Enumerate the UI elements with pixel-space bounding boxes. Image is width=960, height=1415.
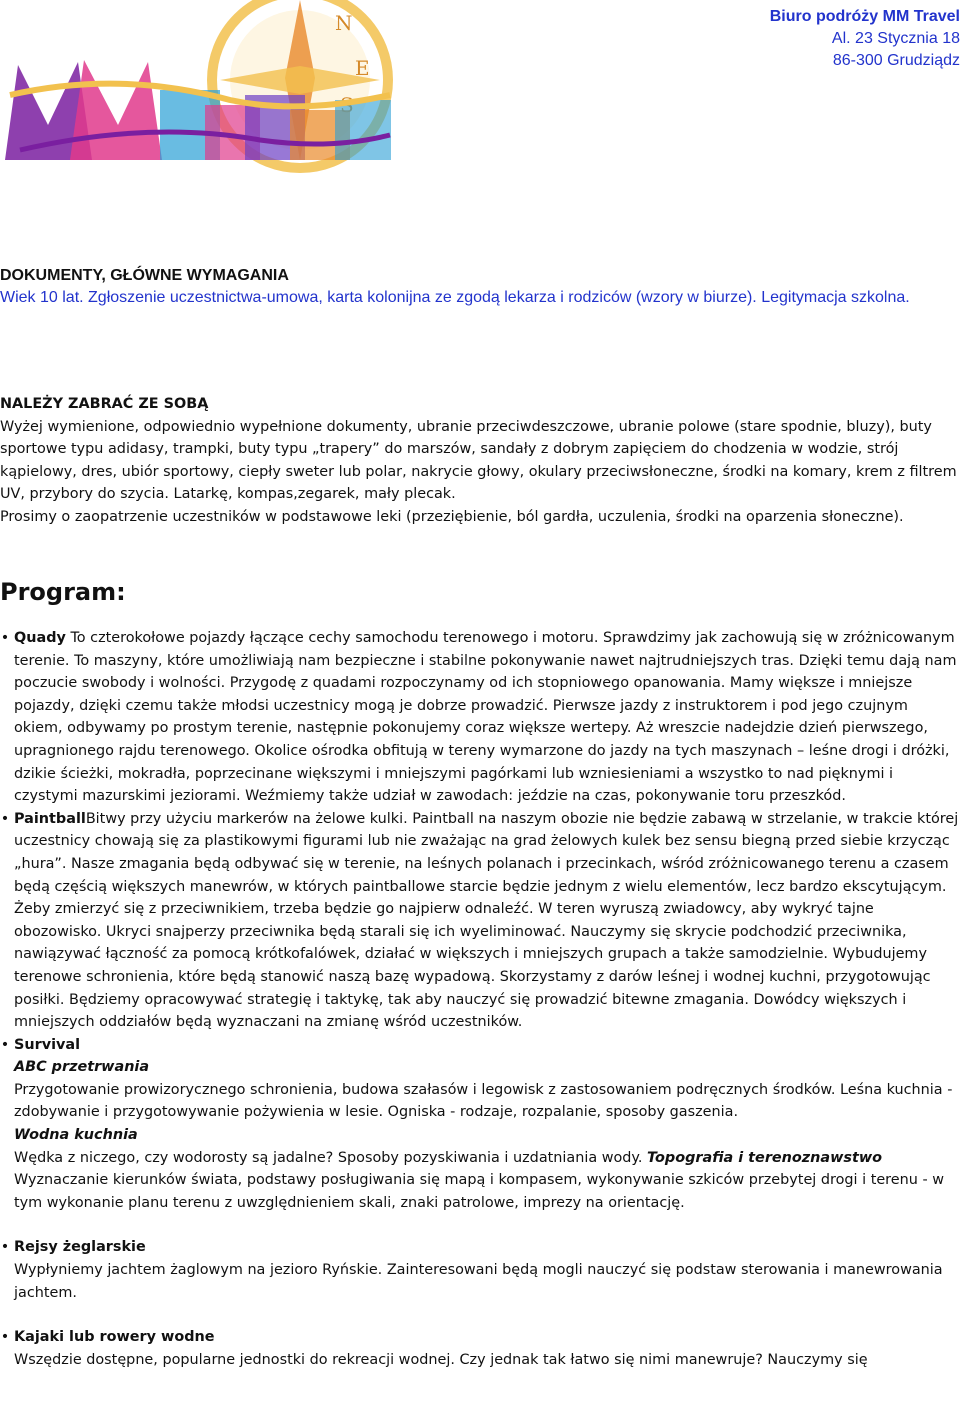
abc-title: ABC przetrwania xyxy=(14,1059,150,1076)
kajaki-title: Kajaki lub rowery wodne xyxy=(14,1329,215,1346)
svg-text:E: E xyxy=(355,56,370,80)
program-title: Program: xyxy=(0,578,126,606)
abc-text: Przygotowanie prowizorycznego schronienia, budowa szałasów i legowisk z zastosowaniem podręcznych środków. Leśna kuchnia - zdobywanie i przygotowywanie pożywienia w lesie. Ogniska - rodzaje, rozpalanie, sposoby gaszenia. xyxy=(14,1081,953,1121)
mm-travel-logo xyxy=(0,0,395,180)
topo-title: Topografia i terenoznawstwo xyxy=(647,1149,883,1166)
water-title: Wodna kuchnia xyxy=(14,1127,138,1144)
paintball-text: Bitwy przy użyciu markerów na żelowe kulki. Paintball na naszym obozie nie będzie zabawą w strzelanie, w trakcie której uczestnicy chowają się za plastikowymi figurami lub nie zważając na grad żelowych kulek bez sensu biegną przed siebie krzycząc „hura”. Nasze zmagania będą odbywać się w terenie, na leśnych polanach i przecinkach, wśród zróżnicowanego terenu a czasem będą częścią większych manewrów, w których paintballowe starcie będzie jednym z wielu elementów, lecz bardzo ekscytującym. Żeby zmierzyć się z przeciwnikiem, trzeba będzie go najpierw odnaleźć. W teren wyruszą zwiadowcy, aby wykryć tajne obozowisko. Ukryci snajperzy przeciwnika będą starali się ich wyeliminować. Nauczymy się skrycie podchodzić przeciwnika, nawiązywać łączność za pomocą krótkofalówek, działać w większych i mniejszych grupach a także samodzielnie. Wybudujemy terenowe schronienia, które będą stanowić naszą bazę wypadową. Skorzystamy z darów leśnej i wodnej kuchni, przygotowując posiłki. Będziemy opracowywać strategię i taktykę, tak aby nauczyć się prowadzić bitewne zmagania. Dowódcy większych i mniejszych oddziałów będą wyznaczani na zmianę wśród uczestników. xyxy=(14,810,959,1031)
packing-heading: NALEŻY ZABRAĆ ZE SOBĄ xyxy=(0,396,209,412)
program-item-survival xyxy=(0,1034,960,1215)
kajaki-text: Wszędzie dostępne, popularne jednostki do rekreacji wodnej. Czy jednak tak łatwo się nimi manewruje? Nauczymy się xyxy=(14,1351,868,1368)
packing-text: Wyżej wymienione, odpowiednio wypełnione dokumenty, ubranie przeciwdeszczowe, ubranie polowe (stare spodnie, bluzy), buty sportowe typu adidasy, trampki, buty typu „trapery” do marszów, sandały z dobrym zapięciem do chodzenia w wodzie, strój kąpielowy, dres, ubiór sportowy, ciepły sweter lub polar, nakrycie głowy, okulary przeciwsłoneczne, środki na komary, krem z filtrem UV, przybory do szycia. Latarkę, kompas,zegarek, mały plecak. xyxy=(0,418,957,502)
quady-title: Quady xyxy=(14,630,66,646)
water-text: Wędka z niczego, czy wodorosty są jadalne? Sposoby pozyskiwania i uzdatniania wody. xyxy=(14,1149,648,1166)
rejsy-text: Wypłyniemy jachtem żaglowym na jezioro Ryńskie. Zainteresowani będą mogli nauczyć się podstaw sterowania i manewrowania jachtem. xyxy=(14,1262,943,1301)
packing-section xyxy=(0,393,960,528)
medicine-text: Prosimy o zaopatrzenie uczestników w podstawowe leki (przeziębienie, ból gardła, uczulenia, środki na oparzenia słoneczne). xyxy=(0,508,904,525)
survival-title: Survival xyxy=(14,1036,81,1053)
bullet-icon: • xyxy=(0,810,10,827)
program-item-rejsy xyxy=(0,1236,960,1304)
address-city: 86-300 Grudziądz xyxy=(832,52,960,69)
paintball-title: Paintball xyxy=(14,810,86,827)
documents-text: Wiek 10 lat. Zgłoszenie uczestnictwa-umowa, karta kolonijna ze zgodą lekarza i rodziców (wzory w biurze). Legitymacja szkolna. xyxy=(0,289,910,306)
bullet-icon: • xyxy=(0,630,10,646)
rejsy-title: Rejsy żeglarskie xyxy=(14,1239,146,1256)
quady-text: To czterokołowe pojazdy łączące cechy samochodu terenowego i motoru. Sprawdzimy jak zachowują się w zróżnicowanym terenie. To maszyny, które umożliwiają nam bezpieczne i stabilne pokonywanie nawet najtrudniejszych tras. Dzięki temu dają nam poczucie swobody i wolności. Przygodę z quadami rozpoczynamy od ich stopniowego opanowania. Mamy większe i mniejsze pojazdy, dzięki czemu także młodsi uczestnicy mogą je dobrze prowadzić. Pierwsze jazdy z instruktorem i pod jego czujnym okiem, odbywamy po prostym terenie, następnie pokonujemy coraz większe wertepy. Aż wreszcie nadejdzie dzień pierwszego, upragnionego rajdu terenowego. Okolice ośrodka obfitują w tereny wymarzone do jazdy na tych maszynach – leśne drogi i dróżki, dzikie ścieżki, mokradła, poprzecinane większymi i mniejszymi pagórkami lub wzniesieniami a wszystko to nad pięknymi i czystymi mazurskimi jeziorami. Weźmiemy także udział w zawodach: jeździe na czas, pokonywanie toru przeszkód. xyxy=(14,630,957,805)
bullet-icon: • xyxy=(0,1036,10,1053)
program-list xyxy=(0,627,960,1371)
logo-graphic xyxy=(0,0,395,180)
bullet-icon: • xyxy=(0,1239,10,1256)
topo-text: Wyznaczanie kierunków świata, podstawy posługiwania się mapą i kompasem, wykonywanie szkiców przebytej drogi i terenu - w tym wykonanie planu terenu z uwzględnieniem skali, znaki patrolowe, imprezy na orientację. xyxy=(14,1172,944,1211)
program-item-kajaki xyxy=(0,1326,960,1371)
program-item-paintball xyxy=(0,808,960,1034)
program-item-quady xyxy=(0,627,960,808)
documents-section xyxy=(0,265,940,309)
company-name: Biuro podróży MM Travel xyxy=(769,8,960,25)
company-address xyxy=(770,6,960,72)
bullet-icon: • xyxy=(0,1329,10,1346)
svg-text:N: N xyxy=(335,11,353,35)
documents-heading: DOKUMENTY, GŁÓWNE WYMAGANIA xyxy=(0,267,289,284)
address-street: Al. 23 Stycznia 18 xyxy=(831,30,960,47)
